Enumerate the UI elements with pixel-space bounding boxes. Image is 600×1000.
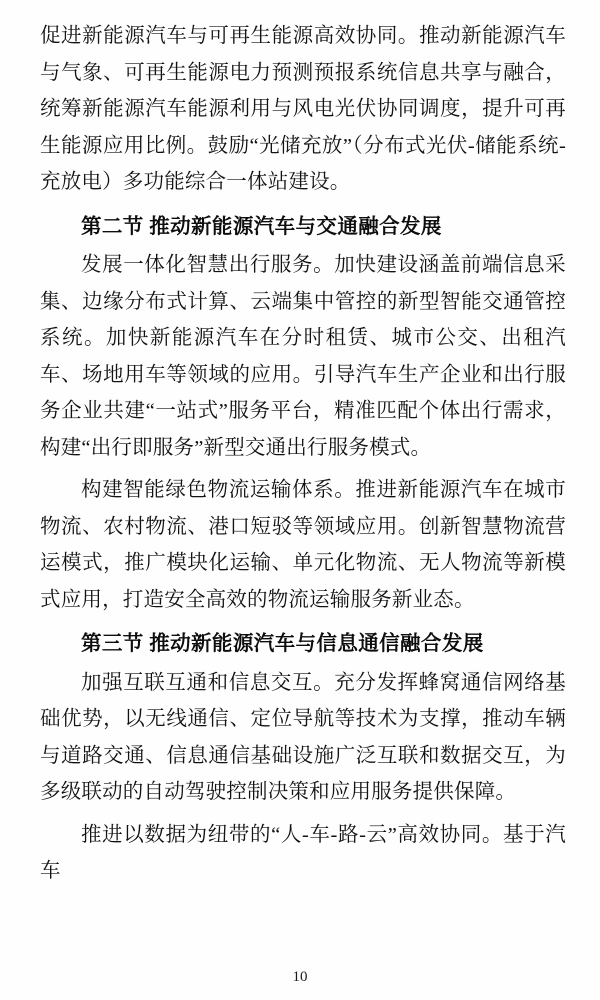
paragraph-smart-travel-service: 发展一体化智慧出行服务。加快建设涵盖前端信息采集、边缘分布式计算、云端集中管控的新型智能交通管控系统。加快新能源汽车在分时租赁、城市公交、出租汽车、场地用车等领域的应用。引导汽车生产企业和出行服务企业共建“一站式”服务平台，精准匹配个体出行需求，构建“出行即服务”新型交通出行服务模式。 <box>40 254 566 459</box>
paragraph-green-logistics: 构建智能绿色物流运输体系。推进新能源汽车在城市物流、农村物流、港口短驳等领域应用。创新智慧物流营运模式，推广模块化运输、单元化物流、无人物流等新模式应用，打造安全高效的物流运输服务新业态。 <box>40 479 566 611</box>
block-spacer <box>40 203 566 207</box>
section-heading-3: 第三节 推动新能源汽车与信息通信融合发展 <box>81 633 484 655</box>
paragraph-interconnection: 加强互联互通和信息交互。充分发挥蜂窝通信网络基础优势，以无线通信、定位导航等技术为支撑，推动车辆与道路交通、信息通信基础设施广泛互联和数据交互，为多级联动的自动驾驶控制决策和应用服务提供保障。 <box>40 671 566 803</box>
section-heading-2: 第二节 推动新能源汽车与交通融合发展 <box>81 215 442 238</box>
block-spacer <box>40 620 566 624</box>
paragraph-data-collaboration: 推进以数据为纽带的“人-车-路-云”高效协同。基于汽车 <box>40 823 566 882</box>
page-number: 10 <box>292 969 308 985</box>
paragraph-energy-synergy: 促进新能源汽车与可再生能源高效协同。推动新能源汽车与气象、可再生能源电力预测预报系统信息共享与融合，统筹新能源汽车能源利用与风电光伏协同调度，提升可再生能源应用比例。鼓励“光储充放”（分布式光伏-储能系统-充放电）多功能综合一体站建设。 <box>40 25 566 193</box>
